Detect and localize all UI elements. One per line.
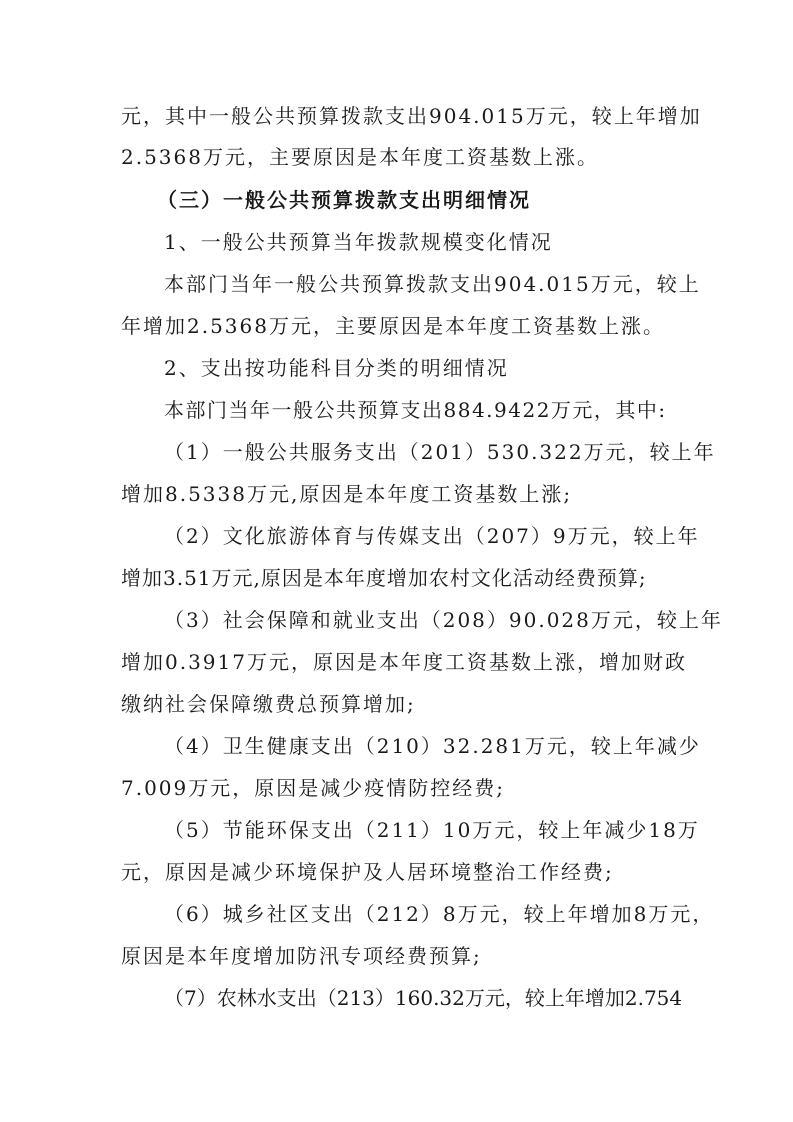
text-line: 年增加2.5368万元，主要原因是本年度工资基数上涨。	[121, 314, 665, 338]
text-line: （2）文化旅游体育与传媒支出（207）9万元，较上年	[164, 524, 700, 548]
section-heading: （三）一般公共预算拨款支出明细情况	[157, 188, 531, 212]
text-line: 本部门当年一般公共预算拨款支出904.015万元，较上	[164, 272, 701, 296]
text-line: 缴纳社会保障缴费总预算增加;	[121, 692, 416, 716]
text-line: 7.009万元，原因是减少疫情防控经费;	[121, 776, 505, 800]
text-line: 原因是本年度增加防汛专项经费预算;	[121, 944, 482, 968]
subsection-heading: 2、支出按功能科目分类的明细情况	[164, 356, 509, 380]
text-line: 元，其中一般公共预算拨款支出904.015万元，较上年增加	[121, 104, 702, 128]
text-line: 增加3.51万元,原因是本年度增加农村文化活动经费预算;	[121, 566, 647, 590]
text-line: （6）城乡社区支出（212）8万元，较上年增加8万元，	[164, 902, 715, 926]
text-line: （4）卫生健康支出（210）32.281万元，较上年减少	[164, 734, 701, 758]
text-line: （5）节能环保支出（211）10万元，较上年减少18万	[164, 818, 700, 842]
text-line: （7）农林水支出（213）160.32万元，较上年增加2.754	[164, 986, 683, 1010]
text-line: 元，原因是减少环境保护及人居环境整治工作经费;	[121, 860, 614, 884]
text-line: （1）一般公共服务支出（201）530.322万元，较上年	[164, 440, 716, 464]
text-line: （3）社会保障和就业支出（208）90.028万元，较上年	[164, 608, 723, 632]
text-line: 增加0.3917万元，原因是本年度工资基数上涨，增加财政	[121, 650, 687, 674]
text-line: 增加8.5338万元,原因是本年度工资基数上涨;	[121, 482, 573, 506]
subsection-heading: 1、一般公共预算当年拨款规模变化情况	[164, 230, 553, 254]
text-line: 2.5368万元，主要原因是本年度工资基数上涨。	[121, 145, 599, 169]
text-line: 本部门当年一般公共预算支出884.9422万元，其中:	[164, 398, 667, 422]
